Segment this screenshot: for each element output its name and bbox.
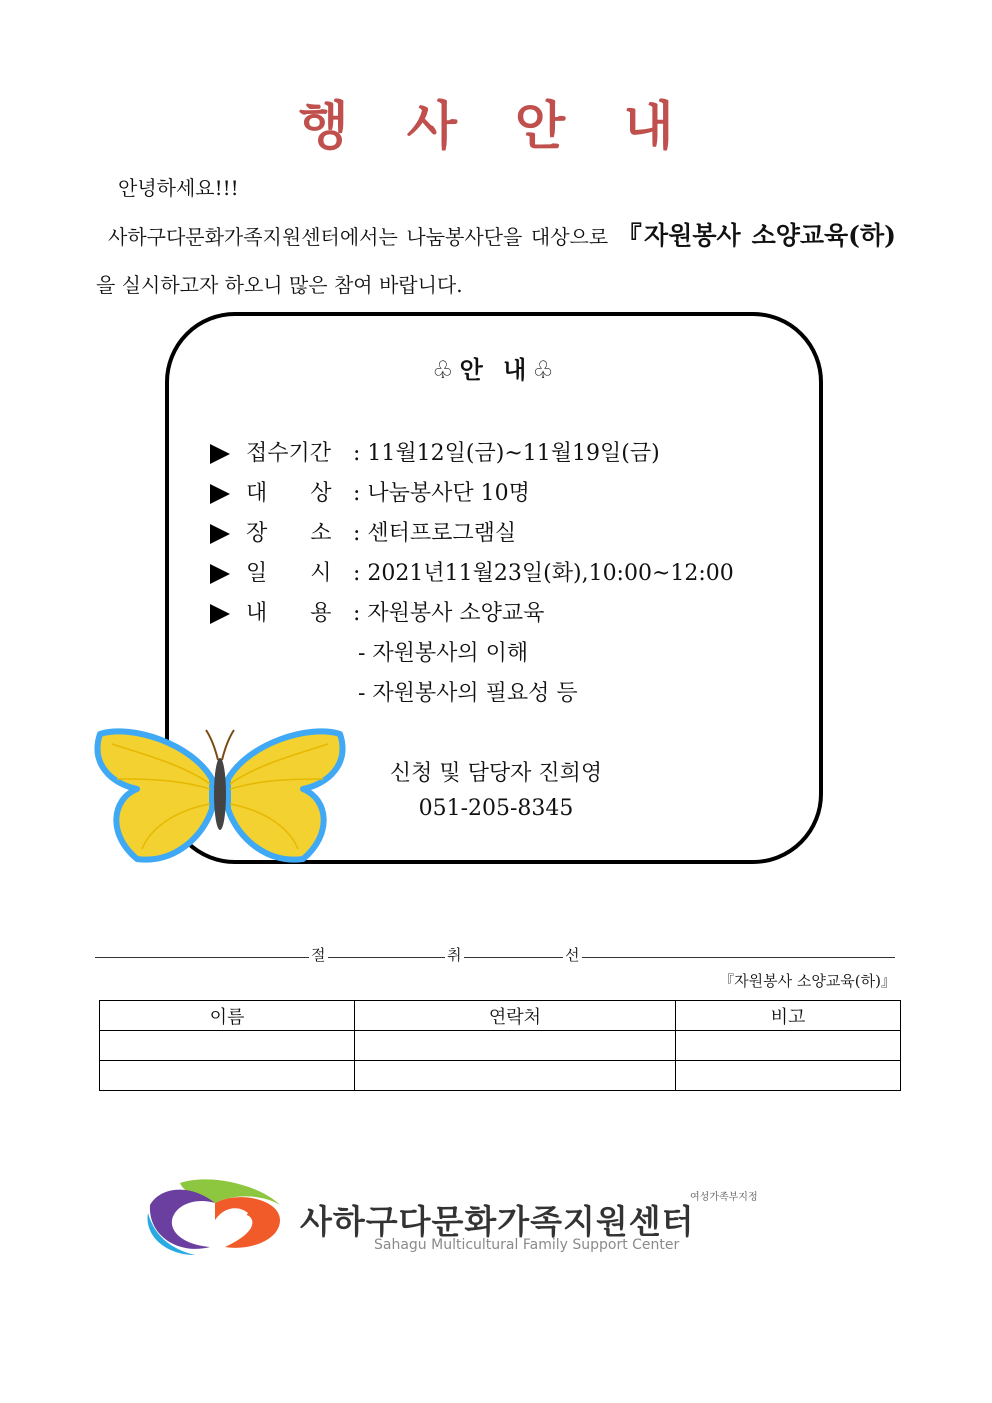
application-table xyxy=(99,1000,901,1091)
table-row xyxy=(100,1031,901,1061)
item-label: 일 시 xyxy=(246,561,332,586)
triangle-bullet-icon xyxy=(210,524,230,544)
item-label: 내 용 xyxy=(246,601,332,626)
logo-name-en: Sahagu Multicultural Family Support Center xyxy=(374,1237,680,1253)
butterfly-icon xyxy=(92,724,348,866)
notice-item-content xyxy=(210,596,544,627)
page-title: 행 사 안 내 xyxy=(298,97,694,157)
notice-subitem: - 자원봉사의 필요성 등 xyxy=(358,681,578,706)
name-cell[interactable] xyxy=(100,1031,355,1061)
contact-person: 신청 및 담당자 진희영 xyxy=(389,761,603,786)
header-name: 이름 xyxy=(100,1001,355,1031)
table-row xyxy=(100,1061,901,1091)
triangle-bullet-icon xyxy=(210,444,230,464)
center-logo-icon xyxy=(140,1175,290,1257)
name-cell[interactable] xyxy=(100,1061,355,1091)
notice-item-period xyxy=(210,436,660,467)
item-sep: : xyxy=(353,521,361,546)
intro-highlight: 『자원봉사 소양교육(하) xyxy=(616,221,896,250)
header-note: 비고 xyxy=(676,1001,901,1031)
item-value: 11월12일(금)~11월19일(금) xyxy=(367,441,660,466)
triangle-bullet-icon xyxy=(210,484,230,504)
greeting: 안녕하세요!!! xyxy=(118,176,239,200)
cut-char: 취 xyxy=(447,946,462,964)
item-value: 센터프로그램실 xyxy=(367,521,517,546)
notice-heading: ♧안 내♧ xyxy=(432,355,560,384)
form-label: 『자원봉사 소양교육(하)』 xyxy=(719,972,896,990)
item-sep: : xyxy=(353,441,361,466)
table-header-row xyxy=(100,1001,901,1031)
notice-subitem: - 자원봉사의 이해 xyxy=(358,641,529,666)
item-label: 접수기간 xyxy=(246,441,332,466)
contact-cell[interactable] xyxy=(355,1031,676,1061)
notice-item-target xyxy=(210,476,530,507)
intro-text-1: 사하구다문화가족지원센터에서는 나눔봉사단을 대상으로 xyxy=(108,225,617,249)
intro-paragraph xyxy=(96,212,896,309)
contact-cell[interactable] xyxy=(355,1061,676,1091)
notice-item-place xyxy=(210,516,516,547)
item-label: 대 상 xyxy=(246,481,332,506)
note-cell[interactable] xyxy=(676,1061,901,1091)
item-value: 나눔봉사단 10명 xyxy=(367,481,530,506)
contact-phone: 051-205-8345 xyxy=(418,796,574,821)
logo-ministry: 여성가족부지정 xyxy=(690,1192,758,1203)
item-value: 자원봉사 소양교육 xyxy=(367,601,545,626)
triangle-bullet-icon xyxy=(210,604,230,624)
item-sep: : xyxy=(353,561,361,586)
item-value: 2021년11월23일(화),10:00~12:00 xyxy=(367,561,734,586)
notice-item-datetime xyxy=(210,556,734,587)
triangle-bullet-icon xyxy=(210,564,230,584)
cut-char: 선 xyxy=(565,946,580,964)
item-sep: : xyxy=(353,481,361,506)
cut-line xyxy=(95,944,895,966)
intro-text-2: 을 실시하고자 하오니 많은 참여 바랍니다. xyxy=(96,273,463,297)
header-contact: 연락처 xyxy=(355,1001,676,1031)
cut-char: 절 xyxy=(311,946,326,964)
logo-name-ko: 사하구다문화가족지원센터 xyxy=(300,1202,695,1241)
note-cell[interactable] xyxy=(676,1031,901,1061)
item-label: 장 소 xyxy=(246,521,332,546)
item-sep: : xyxy=(353,601,361,626)
